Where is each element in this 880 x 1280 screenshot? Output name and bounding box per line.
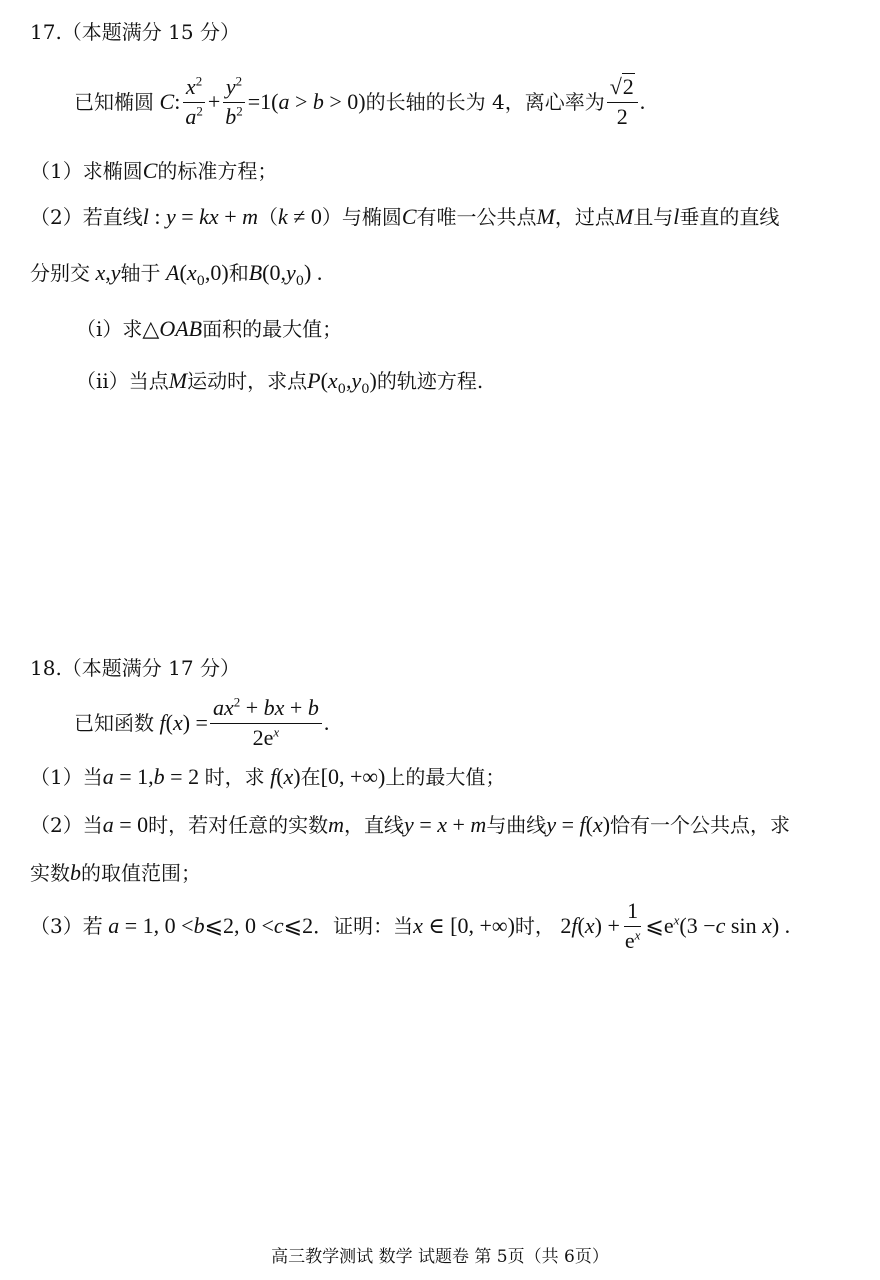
q18-heading: 18.（本题满分 17 分）	[30, 656, 240, 680]
q18-part2-line2: 实数b的取值范围；	[30, 860, 201, 885]
q17-part1: （1）求椭圆C的标准方程；	[30, 158, 278, 183]
fraction: $\frac{ax^2 + bx + b}{2e^x}$	[210, 696, 322, 749]
q18-part3: （3）若 a = 1, 0 < b ⩽2, 0 < c ⩽2 ．证明：当 x ∈ [0, +∞) 时， 2 f ( x ) + $\frac{1}{e^x}$ $⩽e^x(3$ − c sin x ) .	[30, 898, 791, 953]
fraction: $\frac{√2}{2}$	[607, 75, 638, 128]
q18-part2-line1: （2）当a = 0时，若对任意的实数m，直线y = x + m与曲线y = f(x)恰有一个公共点，求	[30, 812, 791, 837]
q17-sub-i: （i）求△OAB面积的最大值；	[76, 316, 343, 341]
q17-intro: 已知椭圆 C : $\frac{x^2}{a^2}$ + $\frac{y^2}{b^2}$ =1(a > b > 0) 的长轴的长为 4，离心率为 $\frac{√2}{2}$ .	[74, 73, 646, 129]
q18-intro: 已知函数 f ( x ) = $\frac{ax^2 + bx + b}{2e^x}$ .	[74, 694, 330, 750]
q17-part2-line1: （2）若直线l : y = kx + m（k ≠ 0）与椭圆C有唯一公共点M，过点M且与l垂直的直线	[30, 204, 780, 229]
q17-sub-ii: （ii）当点M运动时，求点$P(x_0,y_0)$的轨迹方程.	[76, 368, 484, 397]
math: C	[154, 89, 175, 114]
q17-heading: 17.（本题满分 15 分）	[30, 20, 240, 44]
q17-part2-line2: 分别交 x,y轴于 $A(x_0,0)$和$B(0,y_0)$ .	[30, 260, 323, 289]
fraction: $\frac{x^2}{a^2}$	[182, 75, 206, 128]
fraction: $\frac{1}{e^x}$	[624, 898, 641, 953]
q18-part1: （1）当a = 1,b = 2 时，求 f(x)在[0, +∞)上的最大值；	[30, 764, 506, 789]
page-footer: 高三教学测试 数学 试题卷 第 5页（共 6页）	[271, 1247, 609, 1267]
fraction: $\frac{y^2}{b^2}$	[222, 75, 246, 128]
